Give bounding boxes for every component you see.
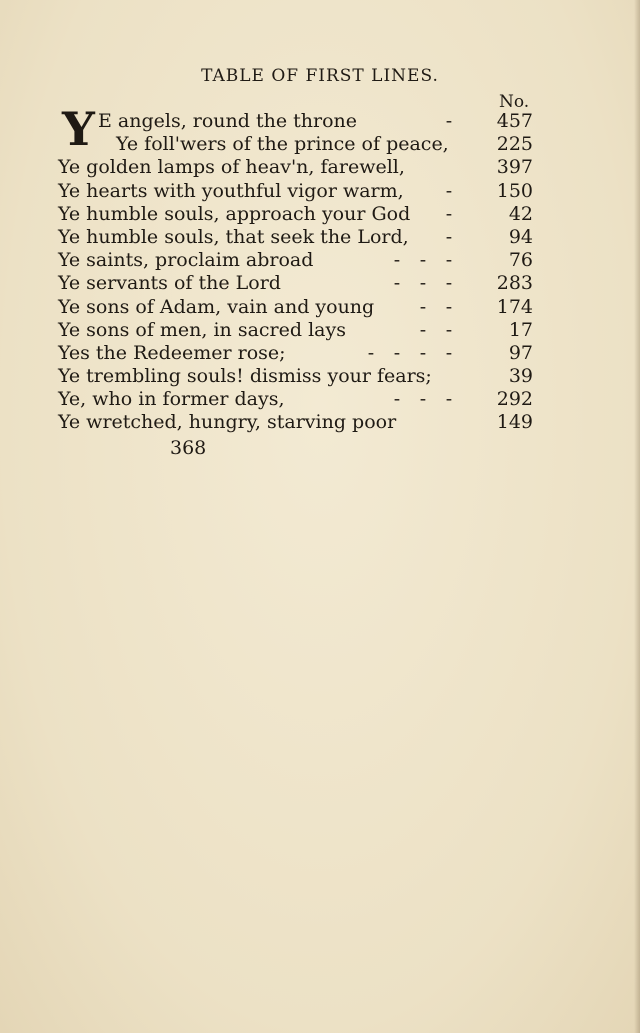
list-item xyxy=(58,180,533,203)
leader-dashes xyxy=(358,180,483,203)
leader-dashes xyxy=(358,110,483,133)
first-line-text: Ye, who in former days, xyxy=(58,388,285,411)
hymn-number: 97 xyxy=(508,341,533,364)
hymn-number: 292 xyxy=(496,388,533,411)
leader-dash: - xyxy=(445,179,453,202)
leader-dashes xyxy=(358,342,483,365)
list-item xyxy=(58,272,533,295)
list-item xyxy=(58,110,533,133)
list-item xyxy=(58,342,533,365)
leader-dash: - xyxy=(445,249,453,272)
hymn-number: 457 xyxy=(496,110,533,132)
list-item xyxy=(58,365,533,388)
first-line-text: Ye hearts with youthful vigor warm, xyxy=(58,179,404,202)
leader-dashes xyxy=(358,296,483,319)
first-line-text: Ye foll'wers of the prince of peace, xyxy=(116,133,449,156)
list-item xyxy=(58,156,533,179)
list-item xyxy=(58,319,533,342)
first-line-text: Ye sons of men, in sacred lays xyxy=(58,318,346,341)
leader-dash: - xyxy=(445,388,453,411)
hymn-number: 17 xyxy=(508,318,533,341)
leader-dash: - xyxy=(419,318,427,341)
leader-dash: - xyxy=(445,341,453,364)
leader-dash: - xyxy=(419,341,427,364)
first-line-text: Ye saints, proclaim abroad xyxy=(58,249,314,272)
number-column-label: No. xyxy=(499,92,530,112)
hymn-number: 397 xyxy=(496,156,533,179)
first-line-text: Ye sons of Adam, vain and young xyxy=(58,295,375,318)
leader-dashes xyxy=(358,388,483,411)
page-number: 368 xyxy=(170,437,207,459)
list-item xyxy=(58,411,533,434)
hymn-number: 149 xyxy=(496,411,533,434)
leader-dash: - xyxy=(445,272,453,295)
leader-dash: - xyxy=(445,318,453,341)
leader-dash: - xyxy=(393,272,401,295)
list-item xyxy=(58,226,533,249)
hymn-number: 39 xyxy=(508,365,533,388)
first-line-text: Ye servants of the Lord xyxy=(58,272,281,295)
hymn-number: 174 xyxy=(496,295,533,318)
first-line-text: Ye wretched, hungry, starving poor xyxy=(58,411,397,434)
first-line-text: Yes the Redeemer rose; xyxy=(58,341,286,364)
leader-dashes xyxy=(358,249,483,272)
leader-dash: - xyxy=(419,388,427,411)
list-item xyxy=(58,388,533,411)
leader-dash: - xyxy=(393,388,401,411)
leader-dash: - xyxy=(445,202,453,225)
leader-dash: - xyxy=(393,341,401,364)
first-line-text: Ye humble souls, that seek the Lord, xyxy=(58,225,409,248)
hymn-number: 42 xyxy=(508,202,533,225)
hymn-number: 150 xyxy=(496,179,533,202)
leader-dash: - xyxy=(419,272,427,295)
first-lines-list xyxy=(58,110,533,435)
list-item xyxy=(58,296,533,319)
first-line-text: E angels, round the throne xyxy=(98,110,358,132)
first-line-text: Ye humble souls, approach your God xyxy=(58,202,411,225)
page-edge xyxy=(634,0,640,1033)
leader-dashes xyxy=(358,319,483,342)
first-line-text: Ye golden lamps of heav'n, farewell, xyxy=(58,156,405,179)
list-item xyxy=(58,249,533,272)
list-item xyxy=(58,203,533,226)
leader-dash: - xyxy=(419,295,427,318)
hymn-number: 225 xyxy=(496,133,533,156)
leader-dash: - xyxy=(367,341,375,364)
leader-dash: - xyxy=(445,110,453,132)
drop-cap: Y xyxy=(62,102,95,156)
leader-dash: - xyxy=(445,295,453,318)
first-line-text: Ye trembling souls! dismiss your fears; xyxy=(58,365,432,388)
hymn-number: 76 xyxy=(508,249,533,272)
list-item xyxy=(58,133,533,156)
leader-dash: - xyxy=(445,225,453,248)
page-title: TABLE OF FIRST LINES. xyxy=(201,66,439,86)
leader-dashes xyxy=(358,272,483,295)
hymn-number: 94 xyxy=(508,225,533,248)
leader-dashes xyxy=(358,203,483,226)
leader-dashes xyxy=(358,226,483,249)
hymn-number: 283 xyxy=(496,272,533,295)
leader-dash: - xyxy=(393,249,401,272)
leader-dash: - xyxy=(419,249,427,272)
